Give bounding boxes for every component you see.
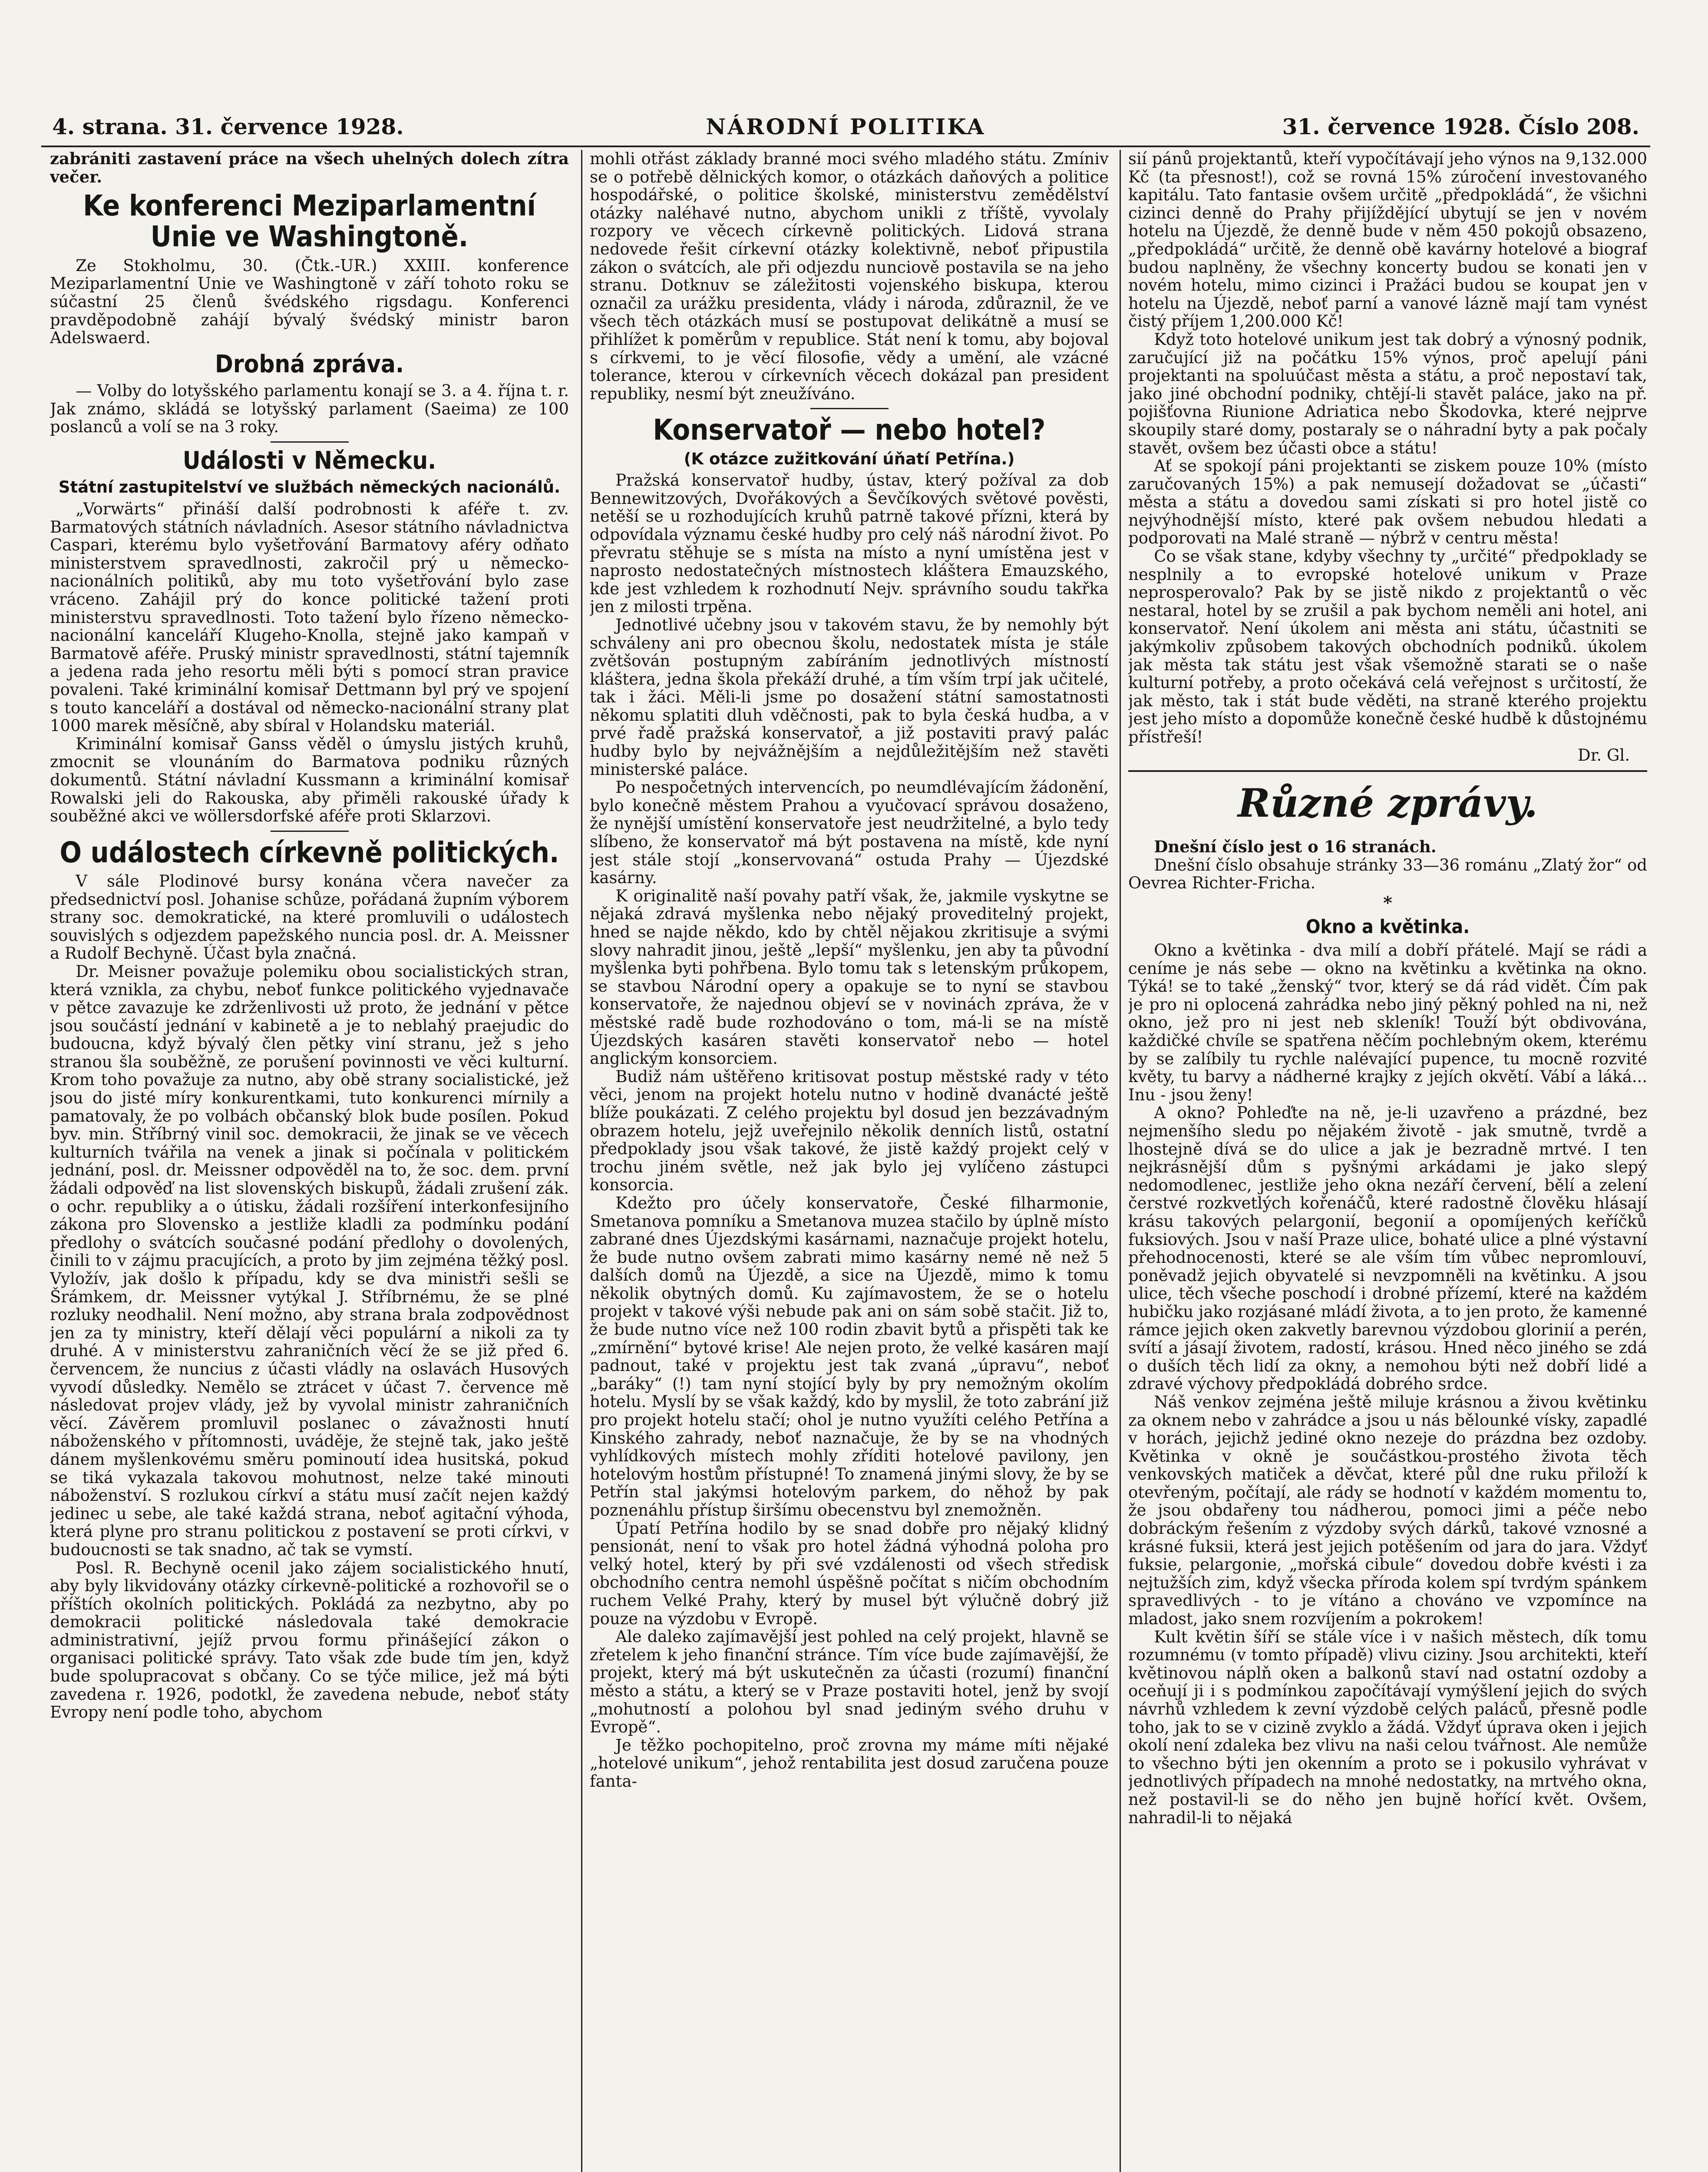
headline-konference: Ke konferenci Meziparlamentní Unie ve Washingtoně. xyxy=(83,189,536,254)
newspaper-title: NÁRODNÍ POLITIKA xyxy=(706,114,986,139)
article-okno-p1: Okno a květinka - dva milí a dobří přátelé. Mají se rádi a ceníme je nás sebe — okno na květinku a květinka na okno. Týká! se to také „ženský“ tvor, který se dá rád vidět. Čím pak je pro ni oplocená zahrádka nebo jiný pěkný pohled na ni, než okno, jež pro ni jest neb skleník! Touží být obdivována, každičké chvíle se spatřena něčím pochlebným okem, kterému by se zalíbily tu rychle nalévající pupence, tu mocně rozvité květy, tu barvy a nádherné krajky z jejích okvětí. Vábí a láká... Inu - jsou ženy! xyxy=(1128,941,1647,1104)
article-konservator-p5: Budiž nám uštěřeno kritisovat postup městské rady v této věci, jenom na projekt hotelu nutno v hodině dvanácté ještě blíže poukázati. Z celého projektu byl dosud jen bezzávadným obrazem hotelu, jejž uveřejnilo několik denních listů, ostatní předpoklady jsou však takové, že jistě každý projekt celý v trochu jiném světle, než jak bylo jej vylíčeno zástupci konsorcia. xyxy=(590,1067,1109,1195)
article-drobna-zprava: — Volby do lotyšského parlamentu konají se 3. a 4. října t. r. Jak známo, skládá se lotyšský parlament (Saeima) ze 100 poslanců a volí se na 3 roky. xyxy=(50,381,569,437)
headline-okno-a-kvetinka: Okno a květinka. xyxy=(1305,915,1470,938)
column-divider-2 xyxy=(1120,150,1121,2172)
article-okno-p3: Náš venkov zejména ještě miluje krásnou a živou květinku za oknem nebo v zahrádce a jsou u nás bělounké vísky, zapadlé v horách, jejichž jediné okno nezeje do prázdna bez ozdoby. Květinka v okně je součástkou-prostého života těch venkovských matiček a děvčat, které půl dne ruku přiloží k otevřeným, počítají, ale rády se hodnotí v každém momentu to, že jsou obdařeny tou nádherou, pomoci jimi a péče nebo dobráckým řešením z výzdoby svých dárků, takové vznosné a krásné fuksii, která jest jejich potěšením od jara do jara. Vždyť fuksie, pelargonie, „mořská cibule“ dovedou dobře kvésti i za nejtužších zim, když všecka příroda kolem spí tvrdým spánkem spravedlivých - to je vítáno a chováno ve vzpomínce na mladost, jako snem rozvíjením a pokrokem! xyxy=(1128,1392,1647,1629)
column-3 xyxy=(1128,150,1647,2172)
author-signature: Dr. Gl. xyxy=(1578,745,1630,765)
page-number-date: 4. strana. 31. července 1928. xyxy=(52,114,404,139)
column-2 xyxy=(590,150,1109,2172)
headline-udalosti-v-nemecku: Události v Německu. xyxy=(182,446,436,475)
section-title-ruzne-zpravy: Různé zprávy. xyxy=(1238,780,1538,827)
lead-text: zabrániti zastavení práce na všech uhelných dolech zítra večer. xyxy=(50,150,569,186)
article-hotel-p1: Když toto hotelové unikum jest tak dobrý a výnosný podnik, zaručující již na počátku 15% výnos, proč apelují páni projektanti na spoluúčast města a státu, a proč nepostaví tak, jako jiné obchodní podniky, chtějí-li stavět paláce, jako na př. pojišťovna Riunione Adriatica nebo Škodovka, které nejprve skoupily staré domy, postaraly se o náhradní byty a pak počaly stavět, ovšem bez účasti obce a státu! xyxy=(1128,330,1647,457)
headline-drobna-zprava: Drobná zpráva. xyxy=(215,350,404,378)
article-konservator-p4: K originalitě naší povahy patří však, že, jakmile vyskytne se nějaká zdravá myšlenka nebo nějaký proveditelný projekt, hned se najde někdo, kdo by chtěl nějakou zkritisuje a svými slovy nahradit jinou, ještě „lepší“ myšlenku, jen aby ta původní myšlenka byti pohřbena. Bylo tomu tak s letenským průkopem, se stavbou Národní opery a opakuje se to nyní se stavbou konservatoře, že najednou objeví se v novinách zpráva, že v městské radě bude rozhodováno o tom, má-li se na místě Újezdských kasáren stavěti konservatoř nebo — hotel anglickým konsorciem. xyxy=(590,886,1109,1068)
separator xyxy=(810,408,889,409)
masthead xyxy=(41,104,1650,144)
article-konservator-p1: Pražská konservatoř hudby, ústav, který požíval za dob Bennewitzových, Dvořákových a Ševčíkových světové pověsti, netěší se u rozhodujících kruhů patrně takové přízni, která by odpovídala významu české hudby pro celý náš národní život. Po převratu stěhuje se s místa na místo a nyní umístěna jest v naprosto nedostatečných místnostech kláštera Emauzského, kde jest vzhledem k rozhodnutí Nejv. správního soudu takřka jen z milosti trpěna. xyxy=(590,471,1109,616)
headline-cirkevne-politickych: O událostech církevně politických. xyxy=(59,835,559,869)
column-1 xyxy=(50,150,569,2172)
article-konservator-p9: Je těžko pochopitelno, proč zrovna my máme míti nějaké „hotelové unikum“, jehož rentabilita jest dosud zaručena pouze fanta- xyxy=(590,1735,1109,1791)
section-rule xyxy=(1128,770,1647,772)
headline-konservator: Konservatoř — nebo hotel? xyxy=(653,413,1046,447)
article-konservator-continued: sií pánů projektantů, kteří vypočítávají jeho výnos na 9,132.000 Kč (ta přesnost!), což se rovná 15% zúročení investovaného kapitálu. Tato fantasie ovšem určitě „předpokládá“, že všichni cizinci denně do Prahy přijíždějící ubytují se jen v novém hotelu na Újezdě, že denně bude v něm 450 pokojů obsazeno, „předpokládá“ určitě, že denně obě kavárny hotelové a biograf budou naplněny, že všechny koncerty budou se konati jen v novém hotelu, mimo cizinci i Pražáci budou se koupat jen v hotelu na Újezdě, neboť parní a vanové lázně mají tam vynést čistý příjem 1,200.000 Kč! xyxy=(1128,150,1647,331)
article-okno-p2: A okno? Pohleďte na ně, je-li uzavřeno a prázdné, bez nejmenšího sledu po nějakém životě - jak smutně, tvrdě a lhostejně dívá se do ulice a jak je bezradně mrtvé. I ten nejkrásnější dům s pyšnými arkádami je jako slepý nedomodlenec, jestliže jeho okna nezáří červení, bělí a zelení čerstvé rozkvetlých kořenáčů, které radostně člověku hlásají krásu takových pelargonií, begonií a opomíjených keříčků fuksiových. Jsou v naší Praze ulice, bohaté ulice a plné výstavní přehodnocenosti, které se ale vším tím vůbec nepromlouví, poněvadž jejich obyvatelé si nevzpomněli na květinku. A jsou ulice, těch všeche poschodí i drobné přízemí, které na každém hubičku jako rozjásané mládí života, a to jen proto, že kamenné rámce jejich oken zakvetly barevnou výzdobou glorinií a perén, svítí a jásají životem, radostí, krásou. Hned něco jiného se zdá o duších těch lidí za okny, a nemohou býti než dobří lidé a zdravé výchovy předpokládá dobrého srdce. xyxy=(1128,1103,1647,1394)
notice-page-count: Dnešní číslo jest o 16 stranách. xyxy=(1154,837,1437,857)
article-konservator-p6: Kdežto pro účely konservatoře, České filharmonie, Smetanova pomníku a Smetanova muzea stačilo by úplně místo zabrané dnes Újezdskými kasárnami, naznačuje projekt hotelu, že bude nutno ovšem zabrati mimo kasárny nemé ně než 5 dalších domů na Újezdě, a sice na Újezdě, mimo k tomu několik obytných domů. Ku zajímavostem, že se o hotelu projekt v takové výši nebude pak ani on sám sobě stačit. Již to, že bude nutno více než 100 rodin zbavit bytů a přispěti tak ke „zmírnění“ bytové krise! Ale nejen proto, že velké kasáren mají padnout, také v projektu jest tak zvaná „úpravu“, neboť „baráky“ (!) tam nyní stojící byly by pry nemožným okolím hotelu. Myslí by se však každý, kdo by myslil, že toto zabrání již pro projekt hotelu stačí; ohol je nutno využíti celého Petřína a Kinského zahrady, neboť naznačuje, že by se na vhodných vyhlídkových místech mohly zříditi hotelové pavilony, jen hotelovým hostům přístupné! To znamená jinými slovy, že by se Petřín stal jakýmsi hotelovým parkem, do něhož by pak poznenáhlu přístup širšímu obecenstvu byl znemožněn. xyxy=(590,1193,1109,1520)
article-konservator-p7: Úpatí Petřína hodilo by se snad dobře pro nějaký klidný pensionát, není to však pro hotel žádná výhodná poloha pro velký hotel, který by při své vzdálenosti od všech středisk obchodního centra nemohl úspěšně počítat s ničím obchodním ruchem Velké Prahy, který by musel být výlučně dobrý již pouze na výzdobu v Evropě. xyxy=(590,1519,1109,1628)
article-konservator-p2: Jednotlivé učebny jsou v takovém stavu, že by nemohly být schváleny ani pro obecnou školu, nedostatek místa je stále zvětšován postupným zabíráním jednotlivých místností kláštera, jedna škola překáží druhé, a tím vším trpí jak učitelé, tak i žáci. Měli-li jsme po dosažení státní samostatnosti někomu splatiti dluh vděčnosti, pak to byla česká hudba, a v prvé řadě pražská konservatoř, a již postaviti pravý palác hudby bylo by nejvážnějším a nejdůležitějším než stavěti ministerské paláce. xyxy=(590,615,1109,779)
article-cirkevni-continued: mohli otřást základy branné moci svého mladého státu. Zmíniv se o potřebě dělnických komor, o otázkách daňových a politice hospodářské, o politice školské, ministerstvu zemědělství otázky naléhavé nutno, abychom unikli z tříště, vyvolaly rozpory ve věcech církevně politických. Lidová strana nedovede řešit církevní otázky kolektivně, neboť připustila zákon o svátcích, ale při odjezdu nunciově postavila se na jeho stranu. Dotknuv se záležitosti vojenského biskupa, kterou označil za urážku presidenta, vlády i národa, zdůraznil, že ve všech těch otázkách musí se postupovat delikátně a musí se přihlížet k poměrům v republice. Stát není k tomu, aby bojoval s církvemi, to je věcí filosofie, vědy a umění, ale vzácné tolerance, kterou v církevních věcech dokázal pan president republiky, nesmí být zneužíváno. xyxy=(590,150,1109,403)
article-udalosti-p1: „Vorwärts“ přináší další podrobnosti k aféře t. zv. Barmatových státních návladních. Asesor státního návladnictva Caspari, kterému bylo vyšetřování Barmatovy aféry odňato ministerstvem spravedlnosti, zakročil prý u německo-nacionálních politiků, aby mu toto vyšetřování bylo zase vráceno. Zahájil prý do konce politické tažení proti ministerstvu spravedlnosti. Toto tažení bylo řízeno německo-nacionální kanceláří Klugeho-Knolla, stejně jako kampaň v Barmatově aféře. Pruský ministr spravedlnosti, státní tajemník a jedena rada jeho resortu měli býti s pomocí stran pravice povaleni. Také kriminální komisař Dettmann byl prý ve spojení s touto kanceláří a dostával od německo-nacionální strany plat 1000 marek měsíčně, aby sbíral v Holandsku materiál. xyxy=(50,500,569,735)
article-okno-p4: Kult květin šíří se stále více i v našich městech, dík tomu rozumnému (v tomto případě) vlivu ciziny. Jsou architekti, kteří květinovou náplň oken a balkonů staví nad ostatní ozdoby a oceňují ji i s podmínkou započítávají vymýšlení jejich do svých návrhů vzhledem k zevní výzdobě celých paláců, přesně podle toho, jak to se v cizině zvyklo a žádá. Vždyť úprava oken i jejich okolí není zdaleka bez vlivu na naši celou tvářnost. Ale nemůže to všechno býti jen okenním a proto se i pokusilo vyhrávat v jednotlivých případech na mnohé nedostatky, na mrtvého okna, než postavil-li se do něho jen bujně hořící květ. Ovšem, nahradil-li to nějaká xyxy=(1128,1627,1647,1827)
subheadline-udalosti: Státní zastupitelství ve službách německých nacionálů. xyxy=(58,478,561,497)
article-konservator-p8: Ale daleko zajímavější jest pohled na celý projekt, hlavně se zřetelem k jeho finanční stránce. Tím více bude zajímavější, že projekt, který má být uskutečněn za účasti (rozumí) finanční město a státu, a který se v Praze postaviti hotel, jenž by svojí „mohutností a polohou byl snad jediným svého druhu v Evropě“. xyxy=(590,1627,1109,1737)
separator xyxy=(271,441,349,443)
star-divider: * xyxy=(1383,892,1392,913)
article-hotel-p2: Ať se spokojí páni projektanti se ziskem pouze 10% (místo zaručovaných 15%) a pak nemusejí dožadovat se „účasti“ města a státu a dovedou sami získati si pro hotel jistě co nejvýhodnější místo, které pak ovšem nebudou hledati a podporovati na Malé straně — nýbrž v centru města! xyxy=(1128,457,1647,548)
article-udalosti-p2: Kriminální komisař Ganss věděl o úmyslu jistých kruhů, zmocnit se vlounáním do Barmatova podniku různých dokumentů. Státní návladní Kussmann a kriminální komisař Rowalski jeli do Rakouska, aby přiměli rakouské úřady k souběžné akci ve wöllersdorfské aféře proti Sklarzovi. xyxy=(50,734,569,826)
notice-novel-pages: Dnešní číslo obsahuje stránky 33—36 románu „Zlatý žor“ od Oevrea Richter-Fricha. xyxy=(1128,855,1647,893)
column-divider-1 xyxy=(581,150,582,2172)
article-hotel-p3: Co se však stane, kdyby všechny ty „určité“ předpoklady se nesplnily a to evropské hotelové unikum v Praze neprosperovalo? Pak by se jistě nikdo z projektantů o věc nestaral, hotel by se zrušil a pak bychom neměli ani hotel, ani konservatoř. Není úkolem ani města ani státu, účastniti se jakýmkoliv způsobem takových obchodních podniků. úkolem jak města tak státu jest však všemožně starati se o naše kulturní potřeby, a proto očekává celá veřejnost s určitostí, že jak město, tak i stát bude věděti, na straně kterého projektu jest jeho místo a dopomůže konečně české hudbě k důstojnému přístřeší! xyxy=(1128,547,1647,746)
subheadline-konservator: (K otázce zužitkování úňatí Petřína.) xyxy=(684,449,1015,468)
article-konservator-p3: Po nespočetných intervencích, po neumdlévajícím žádonění, bylo konečně městem Prahou a vyučovací správou dosaženo, že nynější umístění konservatoře jest neudržitelné, a bylo tedy slíbeno, že konservatoř má být postavena na místě, kde nyní jest stále stojí „konservovaná“ ostuda Prahy — Újezdské kasárny. xyxy=(590,778,1109,887)
separator xyxy=(271,831,349,832)
article-cirkevni-p3: Posl. R. Bechyně ocenil jako zájem socialistického hnutí, aby byly likvidovány otázky církevně-politické a rozhovořil se o příštích okolních politických. Pokládá za nezbytno, aby po demokracii politické následovala také demokracie administrativní, jejíž prvou formu přinášející zákon o organisaci politické správy. Tato však zde bude tím jen, když bude spolupracovat s občany. Co se týče milice, jež má býti zavedena r. 1926, podotkl, že zavedena nebude, neboť státy Evropy není podle toho, abychom xyxy=(50,1558,569,1722)
issue-date-number: 31. července 1928. Číslo 208. xyxy=(1282,114,1639,139)
article-cirkevni-p1: V sále Plodinové bursy konána včera navečer za předsednictví posl. Johanise schůze, pořádaná župním výborem strany soc. demokratické, na které promluvili o událostech souvislých s odjezdem papežského nuncia posl. dr. A. Meissner a Rudolf Bechyně. Účast byla značná. xyxy=(50,871,569,963)
article-konference: Ze Stokholmu, 30. (Čtk.-UR.) XXIII. konference Meziparlamentní Unie ve Washingtoně v září tohoto roku se súčastní 25 členů švédského rigsdagu. Konferenci pravděpodobně zahájí bývalý švédský ministr baron Adelswaerd. xyxy=(50,256,569,348)
article-cirkevni-p2: Dr. Meisner považuje polemiku obou socialistických stran, která vznikla, za chybu, neboť funkce politického vyjednavače v pětce zavazuje ke zdrženlivosti už proto, že jednání v pětce jsou součástí jednání v kabinetě a je to neblahý praejudic do budoucna, když bývalý člen pětky viní stranu, jež s jeho stranou šla souběžně, ze porušení povinnosti ve věci kulturní. Krom toho považuje za nutno, aby obě strany socialistické, jež jsou do jisté míry konkurentkami, tuto konkurenci mírnily a pamatovaly, že po volbách občanský blok bude posílen. Pokud byv. min. Stříbrný vinil soc. demokracii, že jinak se ve věcech kulturních tvářila na venek a jinak si počínala v politickém jednání, posl. dr. Meissner odpověděl na to, že soc. dem. první žádali odpověď na list slovenských biskupů, žádali zrušení zák. o ochr. republiky a o útisku, žádali rozšíření interkonfesijního zákona pro Slovensko a jestliže kladli za podmínku podání předlohy o svátcích současné podání předlohy o dovolených, činili to v zájmu pracujících, a proto by jim zejména těžký posl. Vyložív, jak došlo k případu, kdy se dva ministři sešli se Šrámkem, dr. Meissner vytýkal J. Stříbrnému, že se plné rozluky neodhalil. Není možno, aby strana brala zodpovědnost jen za ty ministry, kteří dělají věci populární a nikoli za ty druhé. A v ministerstvu zahraničních věcí že se již před 6. červencem, že nuncius z účasti vládly na oslavách Husových vyvodí důsledky. Nemělo se ztrácet v účast 7. července mě následovat projev vlády, jež by vyvolal ministr zahraničních věcí. Závěrem promluvil poslanec o závažnosti hnutí náboženského v přítomnosti, uváděje, že stejně tak, jako ještě dánem myšlenkovému směru pominoutí idea husitská, pokud se tiká vykazala takovou mohutnost, nelze také minouti náboženství. S rozlukou církví a státu musí začít nejen každý jedinec u sebe, ale také každá strana, neboť agitační výhoda, která plyne pro stranu politickou z postavení se proti církvi, v budoucnosti se tak snadno, ač tak se vymstí. xyxy=(50,962,569,1559)
masthead-rule xyxy=(41,146,1650,147)
